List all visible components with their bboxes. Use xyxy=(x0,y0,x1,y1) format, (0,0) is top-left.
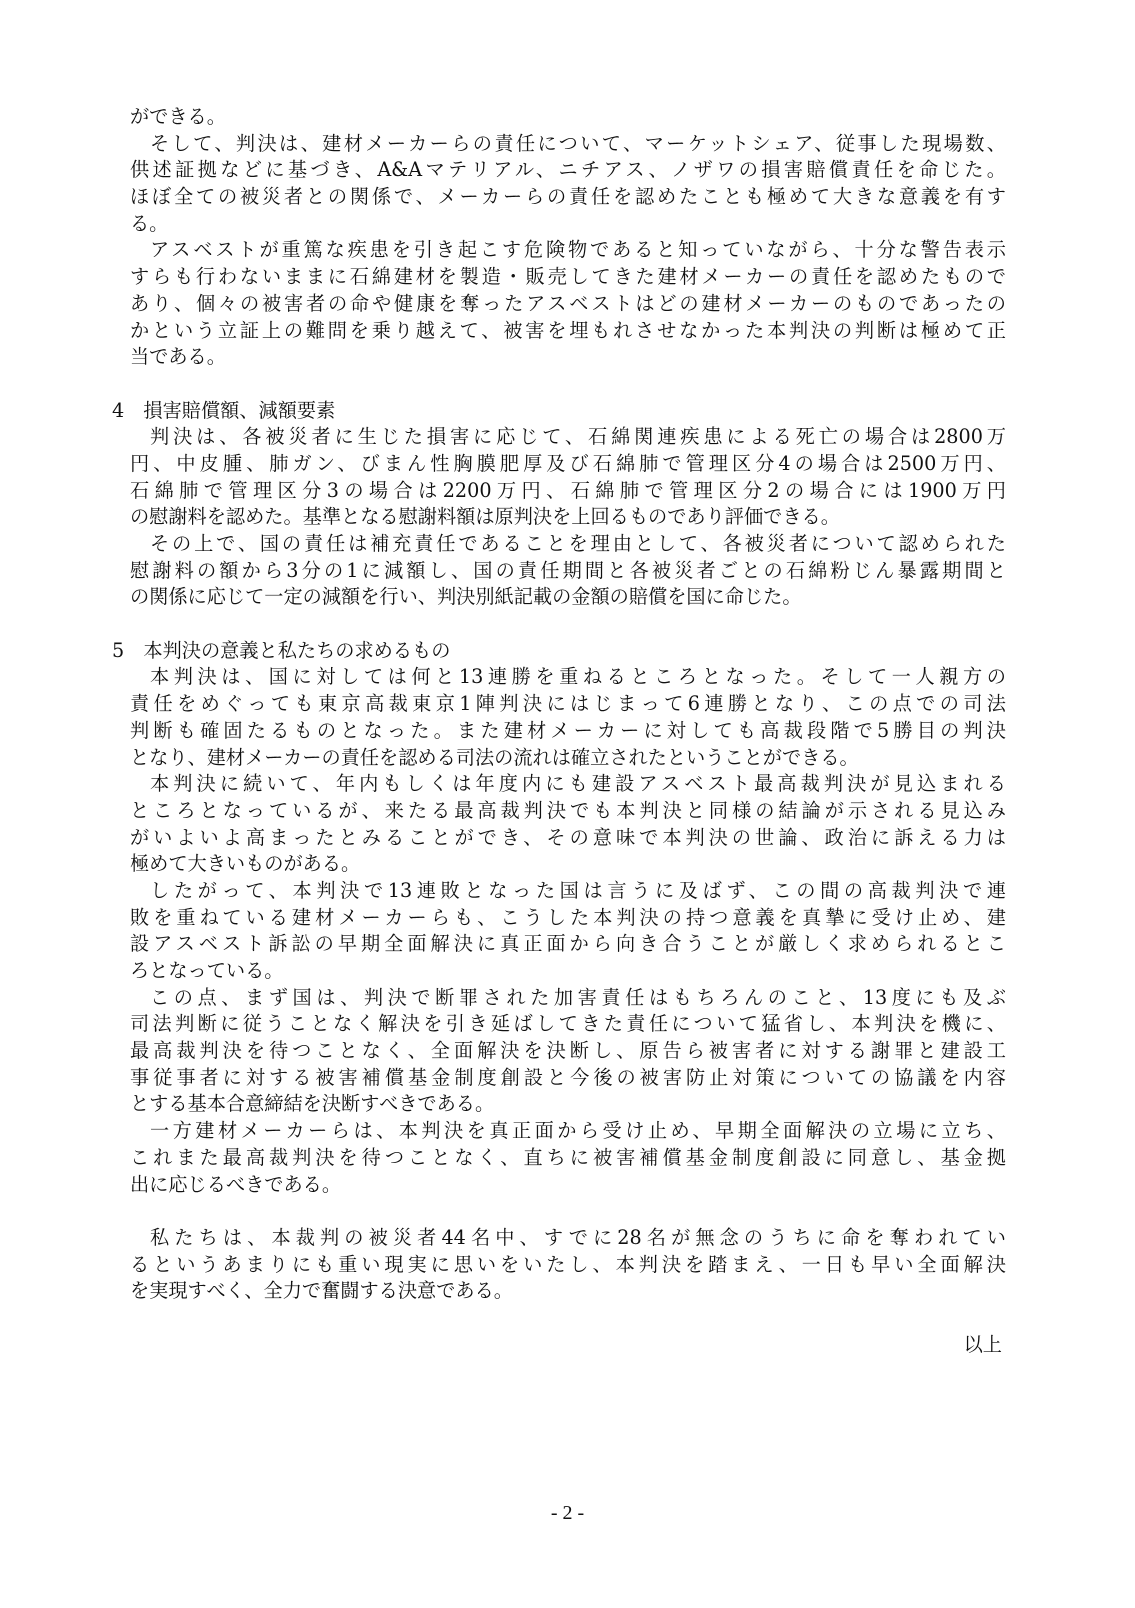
closing-paragraph xyxy=(130,1225,1006,1305)
section-5 xyxy=(112,638,1006,1198)
paragraph-line: 供述証拠などに基づき、A&Aマテリアル、ニチアス、ノザワの損害賠償責任を命じた。 xyxy=(130,158,1006,182)
paragraph-line: の慰謝料を認めた。基準となる慰謝料額は原判決を上回るものであり評価できる。 xyxy=(130,505,840,529)
section-heading: 4 損害賠償額、減額要素 xyxy=(112,398,336,422)
paragraph-line: を実現すべく、全力で奮闘する決意である。 xyxy=(130,1279,513,1303)
paragraph-line: 私たちは、本裁判の被災者44名中、すでに28名が無念のうちに命を奪われてい xyxy=(150,1225,1006,1249)
paragraph-line: あり、個々の被害者の命や健康を奪ったアスベストはどの建材メーカーのものであったの xyxy=(130,291,1006,315)
paragraph-line: 責任をめぐっても東京高裁東京1陣判決にはじまって6連勝となり、この点での司法 xyxy=(130,692,1006,716)
paragraph-line: そして、判決は、建材メーカーらの責任について、マーケットシェア、従事した現場数、 xyxy=(150,131,1006,155)
paragraph-line: る。 xyxy=(130,211,169,235)
paragraph-line: 司法判断に従うことなく解決を引き延ばしてきた責任について猛省し、本判決を機に、 xyxy=(130,1012,1006,1036)
section-spacer xyxy=(130,1305,1006,1332)
paragraph-line: ができる。 xyxy=(130,105,226,128)
paragraph-line: 判決は、各被災者に生じた損害に応じて、石綿関連疾患による死亡の場合は2800万 xyxy=(150,425,1006,449)
paragraph-line: 円、中皮腫、肺ガン、びまん性胸膜肥厚及び石綿肺で管理区分4の場合は2500万円、 xyxy=(130,451,1006,475)
paragraph-line: とする基本合意締結を決断すべきである。 xyxy=(130,1092,495,1116)
paragraph-line: 設アスベスト訴訟の早期全面解決に真正面から向き合うことが厳しく求められるとこ xyxy=(130,932,1006,956)
section-spacer xyxy=(130,1198,1006,1225)
paragraph-line: 石綿肺で管理区分3の場合は2200万円、石綿肺で管理区分2の場合には1900万円 xyxy=(130,478,1006,502)
paragraph-line: 極めて大きいものがある。 xyxy=(130,852,361,876)
paragraph-line: アスベストが重篤な疾患を引き起こす危険物であると知っていながら、十分な警告表示 xyxy=(150,238,1006,262)
document-body xyxy=(112,104,1006,1358)
paragraph-line: これまた最高裁判決を待つことなく、直ちに被害補償基金制度創設に同意し、基金拠 xyxy=(130,1145,1006,1169)
paragraph-line: 敗を重ねている建材メーカーらも、こうした本判決の持つ意義を真摯に受け止め、建 xyxy=(130,905,1006,929)
section-4 xyxy=(112,398,1006,612)
paragraph-line: 最高裁判決を待つことなく、全面解決を決断し、原告ら被害者に対する謝罪と建設工 xyxy=(130,1039,1006,1063)
paragraph-line: 慰謝料の額から3分の1に減額し、国の責任期間と各被災者ごとの石綿粉じん暴露期間と xyxy=(130,558,1006,582)
paragraph-line: ほぼ全ての被災者との関係で、メーカーらの責任を認めたことも極めて大きな意義を有す xyxy=(130,185,1006,209)
paragraph-line: るというあまりにも重い現実に思いをいたし、本判決を踏まえ、一日も早い全面解決 xyxy=(130,1252,1006,1276)
paragraph-line: 出に応じるべきである。 xyxy=(130,1172,342,1196)
paragraph-line: の関係に応じて一定の減額を行い、判決別紙記載の金額の賠償を国に命じた。 xyxy=(130,585,802,609)
paragraph-line: したがって、本判決で13連敗となった国は言うに及ばず、この間の高裁判決で連 xyxy=(150,878,1006,902)
paragraph-line: 事従事者に対する被害補償基金制度創設と今後の被害防止対策についての協議を内容 xyxy=(130,1065,1006,1089)
paragraph-line: 本判決に続いて、年内もしくは年度内にも建設アスベスト最高裁判決が見込まれる xyxy=(150,772,1006,796)
closing-mark: 以上 xyxy=(963,1332,1002,1356)
section-spacer xyxy=(130,611,1006,638)
paragraph-line: 一方建材メーカーらは、本判決を真正面から受け止め、早期全面解決の立場に立ち、 xyxy=(150,1119,1006,1143)
paragraph-line: その上で、国の責任は補充責任であることを理由として、各被災者について認められた xyxy=(150,532,1006,555)
paragraph-line: となり、建材メーカーの責任を認める司法の流れは確立されたということができる。 xyxy=(130,745,859,769)
paragraph-line: ところとなっているが、来たる最高裁判決でも本判決と同様の結論が示される見込み xyxy=(130,798,1006,822)
paragraph-line: この点、まず国は、判決で断罪された加害責任はもちろんのこと、13度にも及ぶ xyxy=(150,985,1006,1009)
paragraph-line: かという立証上の難問を乗り越えて、被害を埋もれさせなかった本判決の判断は極めて正 xyxy=(130,318,1006,342)
paragraph-line: ろとなっている。 xyxy=(130,959,284,982)
paragraph-line: 本判決は、国に対しては何と13連勝を重ねるところとなった。そして一人親方の xyxy=(150,665,1006,689)
section-spacer xyxy=(130,371,1006,398)
paragraph-line: 当である。 xyxy=(130,345,226,369)
paragraph-line: すらも行わないままに石綿建材を製造・販売してきた建材メーカーの責任を認めたもので xyxy=(130,265,1006,289)
section-3-conclusion xyxy=(130,104,1006,371)
section-heading: 5 本判決の意義と私たちの求めるもの xyxy=(112,638,451,662)
page-number: - 2 - xyxy=(550,1502,585,1524)
paragraph-line: 判断も確固たるものとなった。また建材メーカーに対しても高裁段階で5勝目の判決 xyxy=(130,718,1006,742)
paragraph-line: がいよいよ高まったとみることができ、その意味で本判決の世論、政治に訴える力は xyxy=(130,825,1006,849)
